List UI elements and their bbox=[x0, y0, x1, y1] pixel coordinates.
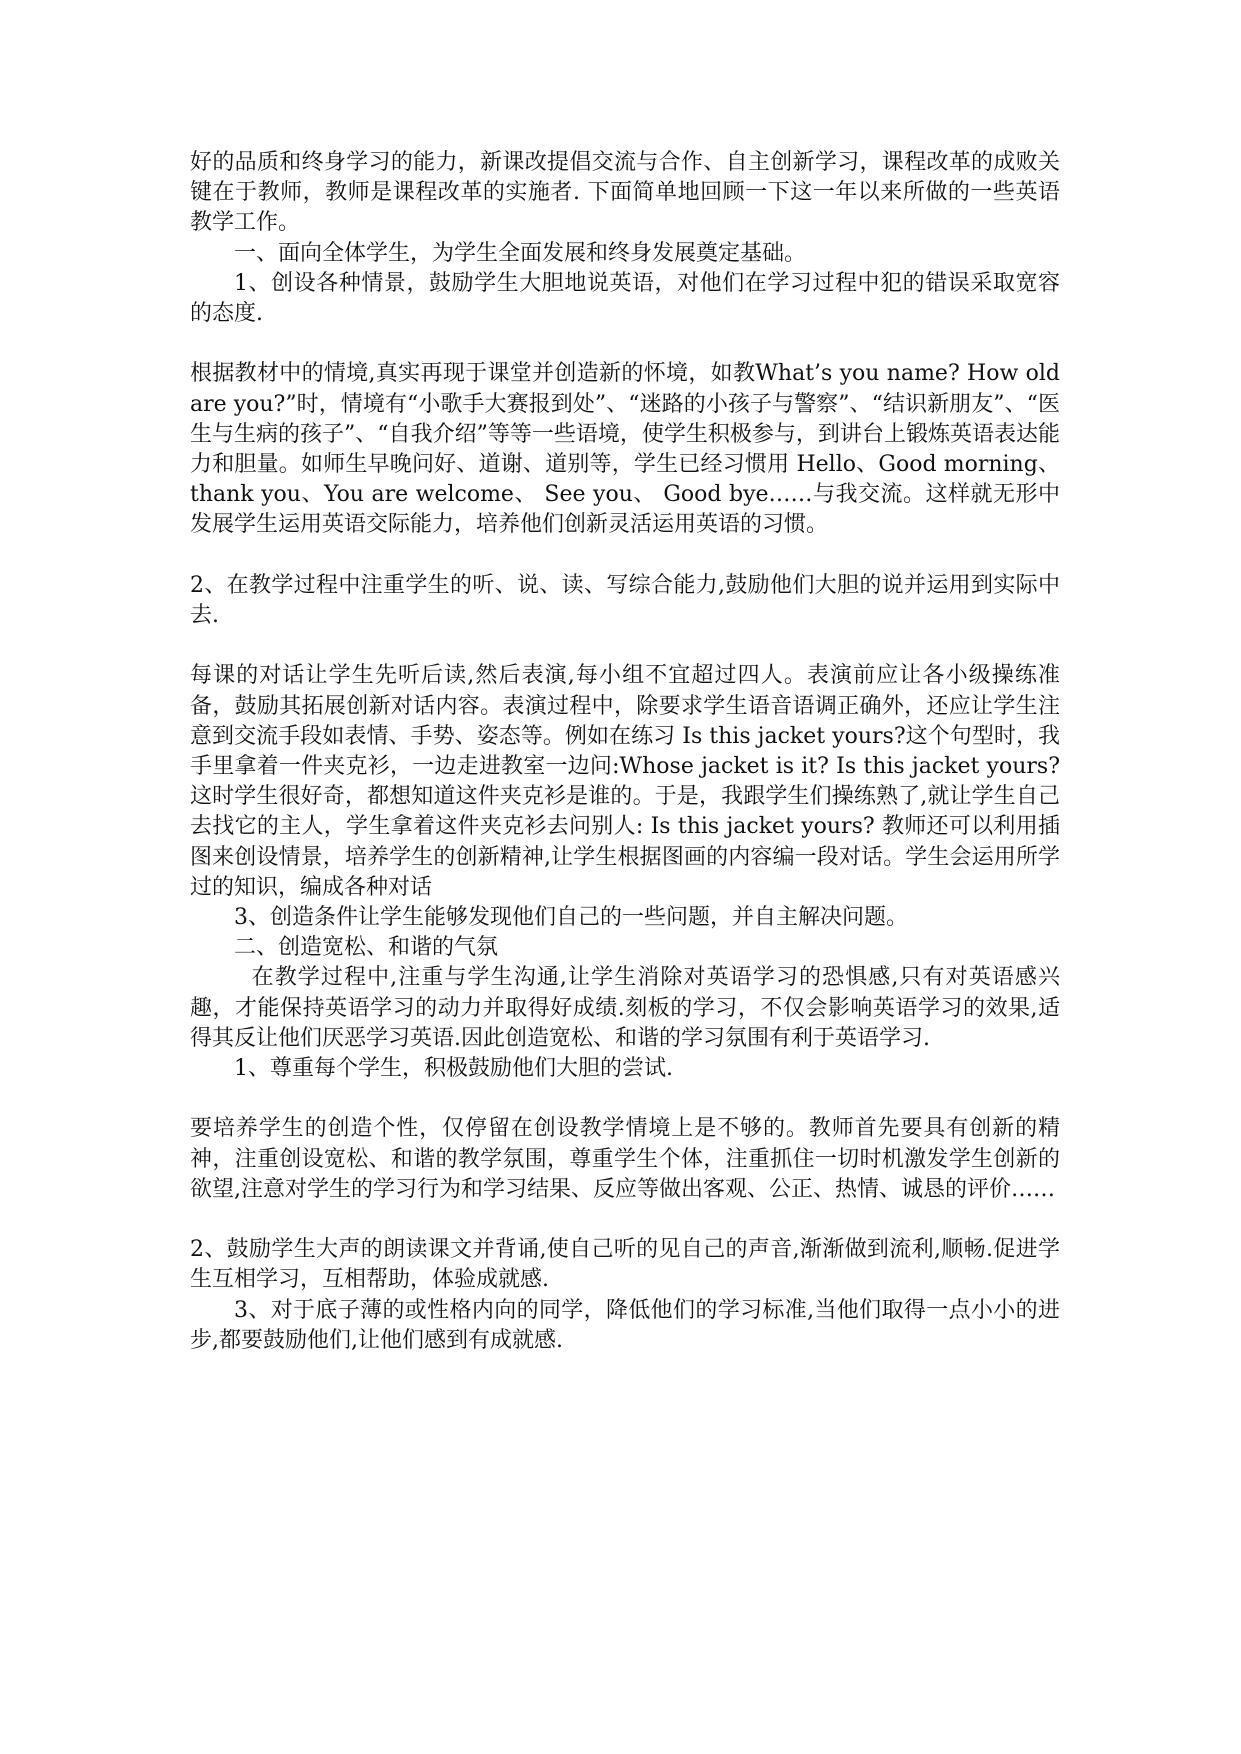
subheading-1-1: 1、创设各种情景，鼓励学生大胆地说英语，对他们在学习过程中犯的错误采取宽容的态度. bbox=[190, 270, 1060, 327]
paragraph-creativity: 要培养学生的创造个性，仅停留在创设教学情境上是不够的。教师首先要具有创新的精神，注重创设宽松、和谐的教学氛围，尊重学生个体，注重抓住一切时机激发学生创新的欲望,注意对学生的学习行为和学习结果、反应等做出客观、公正、热情、诚恳的评价…… bbox=[190, 1116, 1060, 1202]
document-page bbox=[190, 148, 1060, 1356]
subheading-2-1: 1、尊重每个学生，积极鼓励他们大胆的尝试. bbox=[234, 1056, 673, 1082]
paragraph-atmosphere: 在教学过程中,注重与学生沟通,让学生消除对英语学习的恐惧感,只有对英语感兴趣，才能保持英语学习的动力并取得好成绩.刻板的学习，不仅会影响英语学习的效果,适得其反让他们厌恶学习英语.因此创造宽松、和谐的学习氛围有利于英语学习. bbox=[190, 965, 1060, 1051]
paragraph-situations: 根据教材中的情境,真实再现于课堂并创造新的怀境，如教What’s you name? How old are you?”时，情境有“小歌手大赛报到处”、“迷路的小孩子与警察”、“结识新朋友”、“医生与生病的孩子”、“自我介绍”等等一些语境，使学生积极参与，到讲台上锻炼英语表达能力和胆量。如师生早晚问好、道谢、道别等，学生已经习惯用 Hello、Good morning、 thank you、You are welcome、 See you、 Good bye……与我交流。这样就无形中发展学生运用英语交际能力，培养他们创新灵活运用英语的习惯。 bbox=[190, 361, 1060, 538]
paragraph-dialogue: 每课的对话让学生先听后读,然后表演,每小组不宜超过四人。表演前应让各小级操练准备，鼓励其拓展创新对话内容。表演过程中，除要求学生语音语调正确外，还应让学生注意到交流手段如表情、手势、姿态等。例如在练习 Is this jacket yours?这个句型时，我手里拿着一件夹克衫，一边走进教室一边问:Whose jacket is it? Is this jacket yours?这时学生很好奇，都想知道这件夹克衫是谁的。于是，我跟学生们操练熟了,就让学生自己去找它的主人，学生拿着这件夹克衫去问别人: Is this jacket yours? 教师还可以利用插图来创设情景，培养学生的创新精神,让学生根据图画的内容编一段对话。学生会运用所学过的知识，编成各种对话 bbox=[190, 663, 1060, 900]
subheading-2-2: 2、鼓励学生大声的朗读课文并背诵,使自己听的见自己的声音,渐渐做到流利,顺畅.促进学生互相学习，互相帮助，体验成就感. bbox=[190, 1237, 1060, 1293]
heading-section-1: 一、面向全体学生，为学生全面发展和终身发展奠定基础。 bbox=[234, 240, 807, 266]
subheading-2-3: 3、对于底子薄的或性格内向的同学，降低他们的学习标准,当他们取得一点小小的进步,都要鼓励他们,让他们感到有成就感. bbox=[190, 1297, 1060, 1353]
heading-section-2: 二、创造宽松、和谐的气氛 bbox=[234, 935, 499, 961]
subheading-1-2: 2、在教学过程中注重学生的听、说、读、写综合能力,鼓励他们大胆的说并运用到实际中去. bbox=[190, 572, 1060, 629]
subheading-1-3: 3、创造条件让学生能够发现他们自己的一些问题，并自主解决问题。 bbox=[234, 905, 908, 931]
paragraph-intro: 好的品质和终身学习的能力，新课改提倡交流与合作、自主创新学习，课程改革的成败关键在于教师，教师是课程改革的实施者. 下面简单地回顾一下这一年以来所做的一些英语教学工作。 bbox=[190, 150, 1060, 236]
